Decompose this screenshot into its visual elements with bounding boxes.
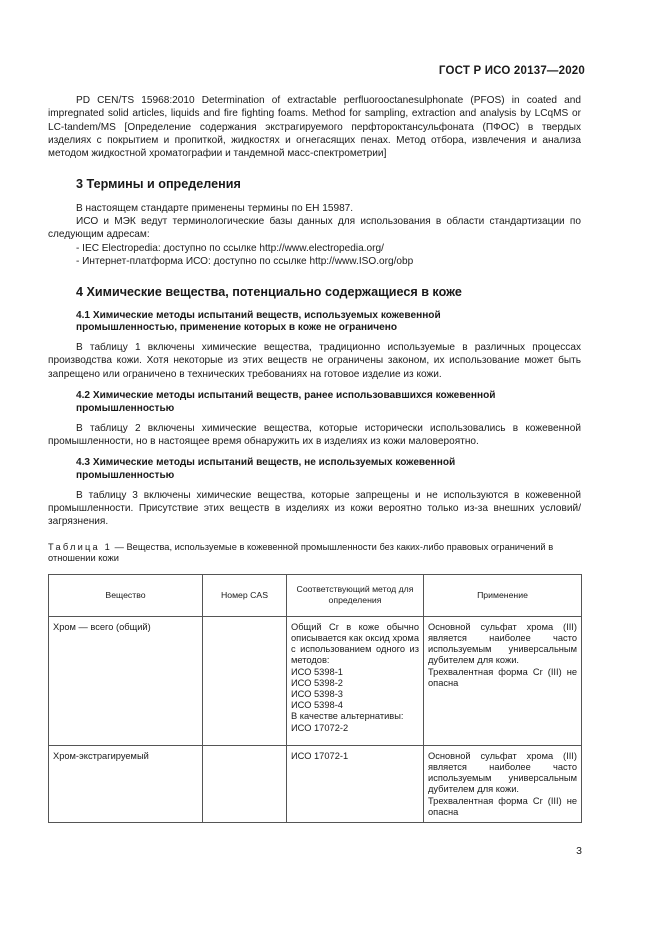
cell-usage: Основной сульфат хрома (III) является наиболее часто используемым универсальным дубителем для кожи. Трехвалентная форма Cr (III) не опасна <box>424 745 582 822</box>
table-caption <box>48 542 581 565</box>
subsection-4-1-text: В таблицу 1 включены химические вещества, традиционно используемые в различных процессах производства кожи. Хотя некоторые из этих веществ не ограничены законом, их использование может быть запрещено или ограничено в технических требованиях на готовое изделие из кожи. <box>48 342 581 380</box>
table-caption-label: Таблица 1 <box>48 541 113 552</box>
document-header: ГОСТ Р ИСО 20137—2020 <box>438 65 585 77</box>
table-header-row <box>49 574 582 616</box>
cell-substance: Хром-экстрагируемый <box>49 745 203 822</box>
list-item: - Интернет-платформа ИСО: доступно по ссылке http://www.ISO.org/obp <box>76 255 414 267</box>
list-item: - IEC Electropedia: доступно по ссылке http://www.electropedia.org/ <box>76 242 384 254</box>
page-number: 3 <box>576 845 582 857</box>
cell-substance: Хром — всего (общий) <box>49 616 203 745</box>
subsection-4-2-heading: 4.2 Химические методы испытаний веществ, ранее использовавшихся кожевенной промышленностью <box>76 390 496 414</box>
cell-cas <box>203 616 287 745</box>
substances-table <box>48 574 582 823</box>
column-header-usage: Применение <box>424 574 582 616</box>
column-header-cas: Номер CAS <box>203 574 287 616</box>
column-header-method: Соответствующий метод для определения <box>287 574 424 616</box>
subsection-4-3-heading: 4.3 Химические методы испытаний веществ, не используемых кожевенной промышленностью <box>76 457 456 482</box>
subsection-4-3-text: В таблицу 3 включены химические вещества, которые запрещены и не используются в кожевенной промышленности. Присутствие этих веществ в изделиях из кожи вероятно только из-за внешних условий/загрязнения. <box>48 489 581 528</box>
subsection-4-1-heading: 4.1 Химические методы испытаний веществ, используемых кожевенной промышленностью, применение которых в коже не ограничено <box>76 309 441 334</box>
reference-paragraph: PD CEN/TS 15968:2010 Determination of extractable perfluorooctanesulphonate (PFOS) in coated and impregnated solid articles, liquids and fire fighting foams. Method for sampling, extraction and analysis by LCqMS or LC-tandem/MS [Определение содержания экстрагируемого перфтороктансульфоната (ПФОС) в твердых изделиях с покрытием и пропиткой, жидкостях и огнегасящих пенах. Метод отбора, извлечения и анализа методом жидкостной хроматографии и тандемной масс-спектрометрии] <box>48 95 581 160</box>
section-4-heading: 4 Химические вещества, потенциально содержащиеся в коже <box>76 285 462 300</box>
subsection-4-2-text: В таблицу 2 включены химические вещества, которые исторически использовались в кожевенной промышленности, но в настоящее время обнаружить их в изделиях из кожи маловероятно. <box>48 422 581 447</box>
column-header-substance: Вещество <box>49 574 203 616</box>
table-caption-text: — Вещества, используемые в кожевенной промышленности без каких-либо правовых ограничений в отношении кожи <box>48 541 554 564</box>
cell-method: ИСО 17072-1 <box>287 745 424 822</box>
table-row <box>49 616 582 745</box>
cell-usage: Основной сульфат хрома (III) является наиболее часто используемым универсальным дубителем для кожи. Трехвалентная форма Cr (III) не опасна <box>424 616 582 745</box>
section-3-paragraph-1: В настоящем стандарте применены термины по ЕН 15987. <box>76 202 354 214</box>
page-content <box>48 94 581 823</box>
cell-cas <box>203 745 287 822</box>
section-3-paragraph-2: ИСО и МЭК ведут терминологические базы данных для использования в области стандартизации по следующим адресам: <box>48 216 581 241</box>
section-3-heading: 3 Термины и определения <box>76 177 241 192</box>
table-row <box>49 745 582 822</box>
cell-method: Общий Cr в коже обычно описывается как оксид хрома с использованием одного из методов: ИСО 5398-1 ИСО 5398-2 ИСО 5398-3 ИСО 5398-4 В качестве альтернативы: ИСО 17072-2 <box>287 616 424 745</box>
